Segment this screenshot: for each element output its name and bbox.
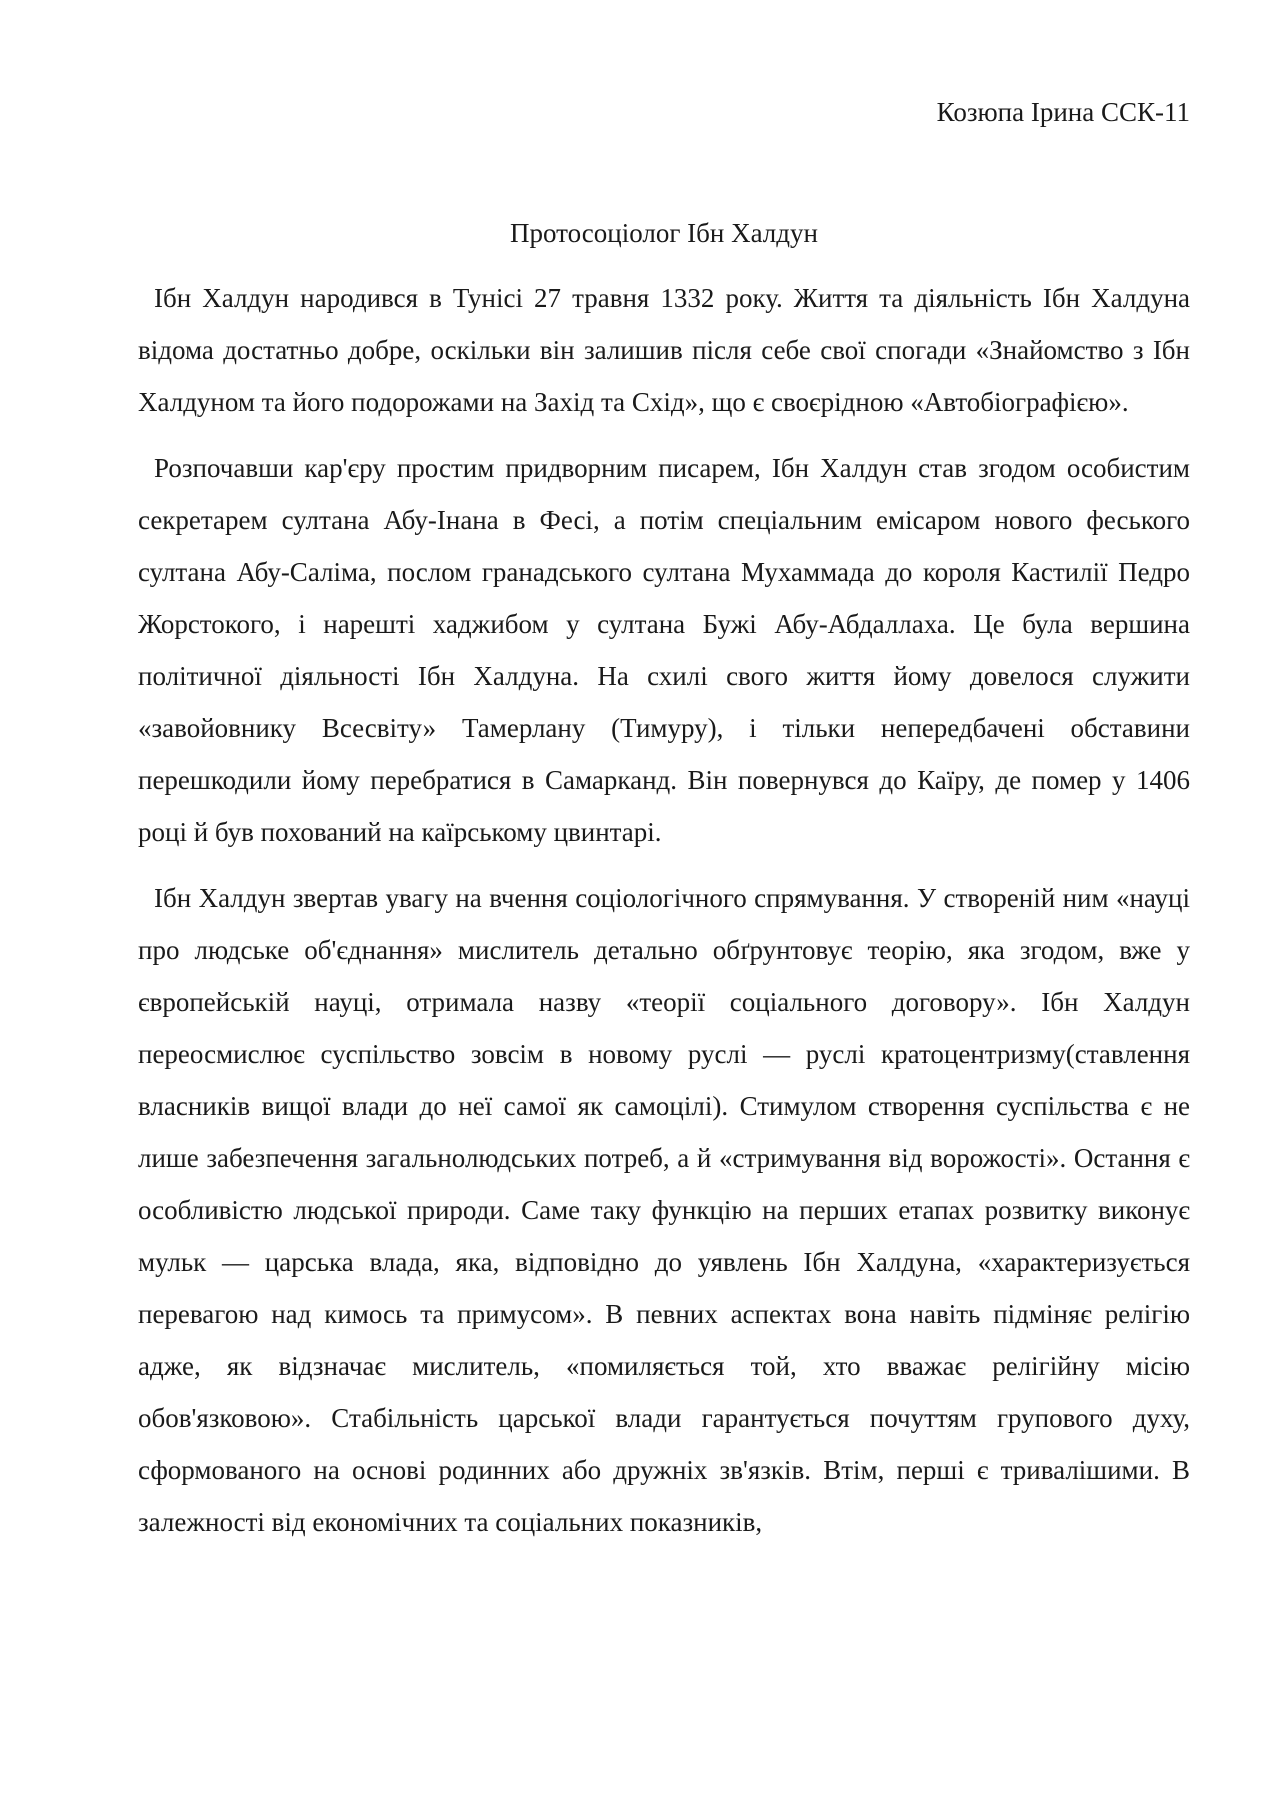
author-line: Козюпа Ірина ССК-11	[936, 97, 1190, 127]
document-page	[138, 0, 1190, 1811]
paragraph-teaching: Ібн Халдун звертав увагу на вчення соціологічного спрямування. У створеній ним «науці про людське об'єднання» мислитель детально обґрунтовує теорію, яка згодом, вже у європейській науці, отримала назву «теорії соціального договору». Ібн Халдун переосмислює суспільство зовсім в новому руслі — руслі кратоцентризму(ставлення власників вищої влади до неї самої як самоцілі). Стимулом створення суспільства є не лише забезпечення загальнолюдських потреб, а й «стримування від ворожості». Остання є особливістю людської природи. Саме таку функцію на перших етапах розвитку виконує мульк — царська влада, яка, відповідно до уявлень Ібн Халдуна, «характеризується перевагою над кимось та примусом». В певних аспектах вона навіть підміняє релігію адже, як відзначає мислитель, «помиляється той, хто вважає релігійну місію обов'язковою». Стабільність царської влади гарантується почуттям групового духу, сформованого на основі родинних або дружніх зв'язків. Втім, перші є тривалішими. В залежності від економічних та соціальних показників,	[138, 883, 1190, 1537]
document-body	[138, 272, 1190, 1548]
paragraph-career: Розпочавши кар'єру простим придворним писарем, Ібн Халдун став згодом особистим секретарем султана Абу-Інана в Фесі, а потім спеціальним емісаром нового феського султана Абу-Саліма, послом гранадського султана Мухаммада до короля Кастилії Педро Жорстокого, і нарешті хаджибом у султана Бужі Абу-Абдаллаха. Це була вершина політичної діяльності Ібн Халдуна. На схилі свого життя йому довелося служити «завойовнику Всесвіту» Тамерлану (Тимуру), і тільки непередбачені обставини перешкодили йому перебратися в Самарканд. Він повернувся до Каїру, де помер у 1406 році й був похований на каїрському цвинтарі.	[138, 453, 1190, 847]
document-title: Протосоціолог Ібн Халдун	[510, 218, 818, 248]
paragraph-biography: Ібн Халдун народився в Тунісі 27 травня 1332 року. Життя та діяльність Ібн Халдуна відома достатньо добре, оскільки він залишив після себе свої спогади «Знайомство з Ібн Халдуном та його подорожами на Захід та Схід», що є своєрідною «Автобіографією».	[138, 283, 1190, 417]
